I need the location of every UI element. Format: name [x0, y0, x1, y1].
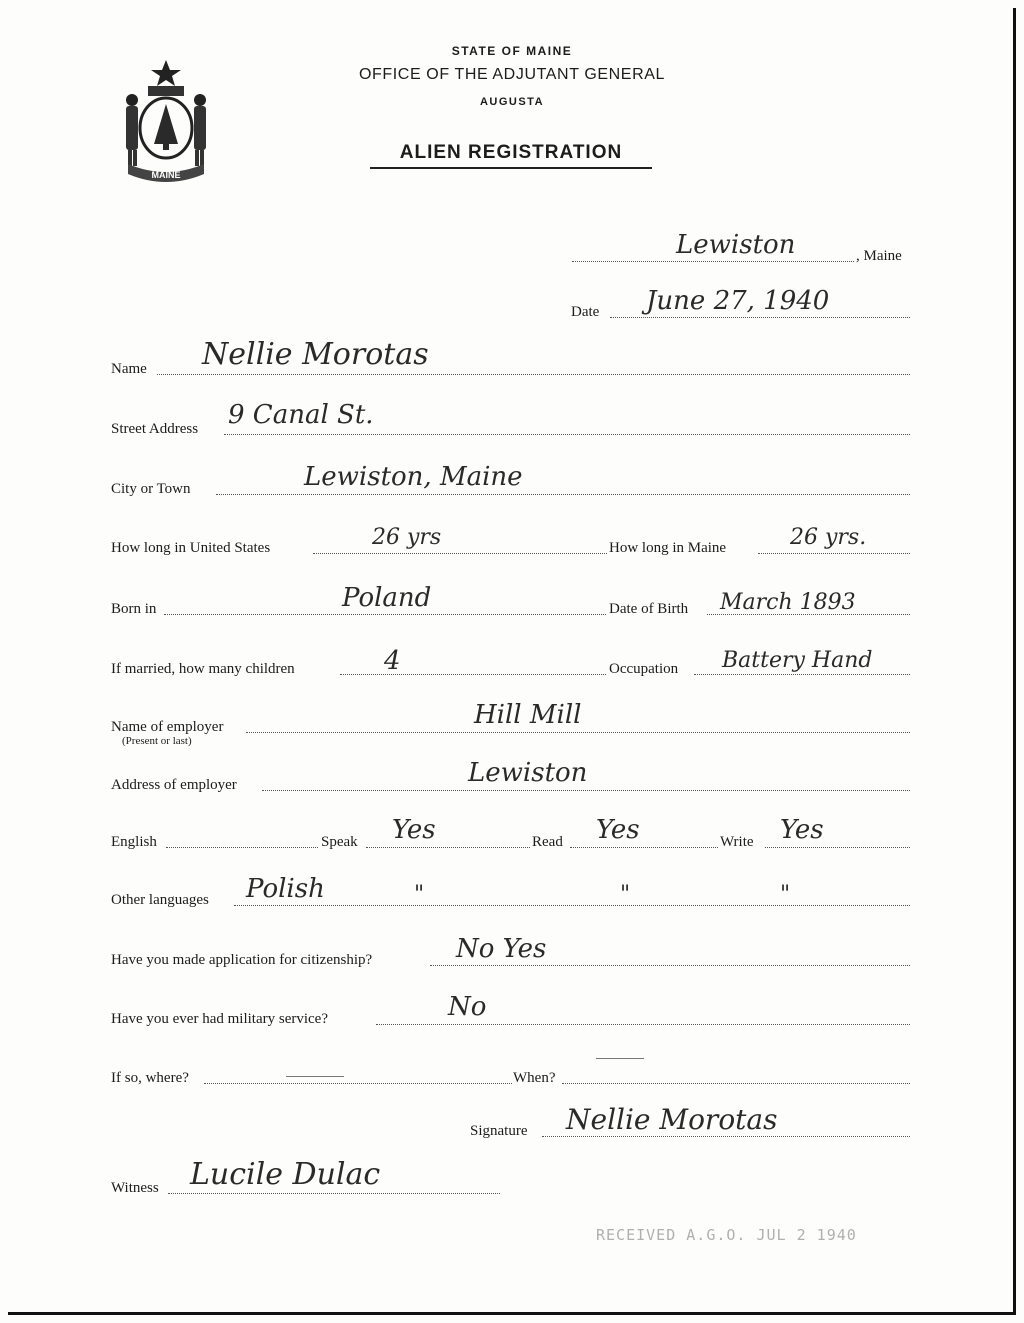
when-dash	[596, 1058, 644, 1059]
where-line	[204, 1083, 512, 1084]
employer-sublabel: (Present or last)	[122, 735, 192, 747]
children-line	[340, 674, 606, 675]
date-line	[610, 317, 910, 318]
maine-state-seal-icon	[112, 56, 220, 184]
years-maine-line	[758, 553, 910, 554]
read-value: Yes	[596, 815, 640, 845]
write-value: Yes	[780, 815, 824, 845]
header-city: AUGUSTA	[479, 96, 545, 108]
signature-line	[542, 1136, 910, 1137]
witness-value: Lucile Dulac	[190, 1157, 381, 1192]
witness-line	[168, 1193, 500, 1194]
speak-label: Speak	[321, 834, 358, 850]
employer-label: Name of employer	[111, 719, 224, 735]
name-line	[157, 374, 910, 375]
children-value: 4	[384, 646, 401, 676]
speak-value: Yes	[392, 815, 436, 845]
years-maine-value: 26 yrs.	[790, 525, 867, 550]
citizenship-label: Have you made application for citizenship?	[111, 952, 373, 968]
received-stamp: RECEIVED A.G.O. JUL 2 1940	[596, 1226, 857, 1244]
dob-label: Date of Birth	[609, 601, 689, 617]
when-line	[562, 1083, 910, 1084]
svg-text:MAINE: MAINE	[151, 170, 181, 180]
street-label: Street Address	[111, 421, 199, 437]
location-suffix: , Maine	[856, 248, 902, 264]
name-label: Name	[111, 361, 147, 377]
city-value: Lewiston, Maine	[304, 462, 523, 492]
read-label: Read	[532, 834, 563, 850]
born-in-value: Poland	[342, 583, 432, 613]
write-label: Write	[720, 834, 754, 850]
citizenship-line	[430, 965, 910, 966]
signature-value: Nellie Morotas	[566, 1103, 778, 1136]
dob-value: March 1893	[720, 590, 856, 615]
military-value: No	[448, 992, 487, 1022]
occupation-value: Battery Hand	[722, 648, 873, 673]
header-state: STATE OF MAINE	[451, 44, 573, 58]
years-us-label: How long in United States	[111, 540, 271, 556]
employer-address-line	[262, 790, 910, 791]
employer-address-value: Lewiston	[468, 758, 588, 788]
city-label: City or Town	[111, 481, 191, 497]
other-languages-label: Other languages	[111, 892, 209, 908]
other-languages-value: Polish	[246, 874, 325, 904]
children-label: If married, how many children	[111, 661, 295, 677]
employer-address-label: Address of employer	[111, 777, 237, 793]
date-label: Date	[571, 304, 600, 320]
header-office: OFFICE OF THE ADJUTANT GENERAL	[358, 66, 666, 83]
street-line	[224, 434, 910, 435]
employer-value: Hill Mill	[474, 700, 582, 730]
date-value: June 27, 1940	[646, 286, 830, 316]
ditto-write: "	[780, 882, 791, 907]
where-dash	[286, 1076, 344, 1077]
english-label: English	[111, 834, 157, 850]
employer-line	[246, 732, 910, 733]
born-in-label: Born in	[111, 601, 157, 617]
signature-label: Signature	[470, 1123, 528, 1139]
military-label: Have you ever had military service?	[111, 1011, 328, 1027]
ditto-speak: "	[414, 882, 425, 907]
english-line	[166, 847, 318, 848]
military-line	[376, 1024, 910, 1025]
location-line	[572, 261, 854, 262]
read-line	[570, 847, 718, 848]
name-value: Nellie Morotas	[202, 337, 429, 372]
born-in-line	[164, 614, 606, 615]
occupation-label: Occupation	[609, 661, 679, 677]
years-us-value: 26 yrs	[372, 525, 442, 550]
ditto-read: "	[620, 882, 631, 907]
city-line	[216, 494, 910, 495]
speak-line	[366, 847, 530, 848]
years-maine-label: How long in Maine	[609, 540, 727, 556]
write-line	[765, 847, 910, 848]
street-value: 9 Canal St.	[228, 400, 374, 430]
location-value: Lewiston	[676, 230, 796, 260]
form-title: ALIEN REGISTRATION	[370, 142, 652, 169]
occupation-line	[694, 674, 910, 675]
years-us-line	[313, 553, 607, 554]
witness-label: Witness	[111, 1180, 159, 1196]
other-languages-line	[234, 905, 910, 906]
when-label: When?	[513, 1070, 556, 1086]
where-label: If so, where?	[111, 1070, 189, 1086]
citizenship-value: No Yes	[456, 934, 547, 964]
